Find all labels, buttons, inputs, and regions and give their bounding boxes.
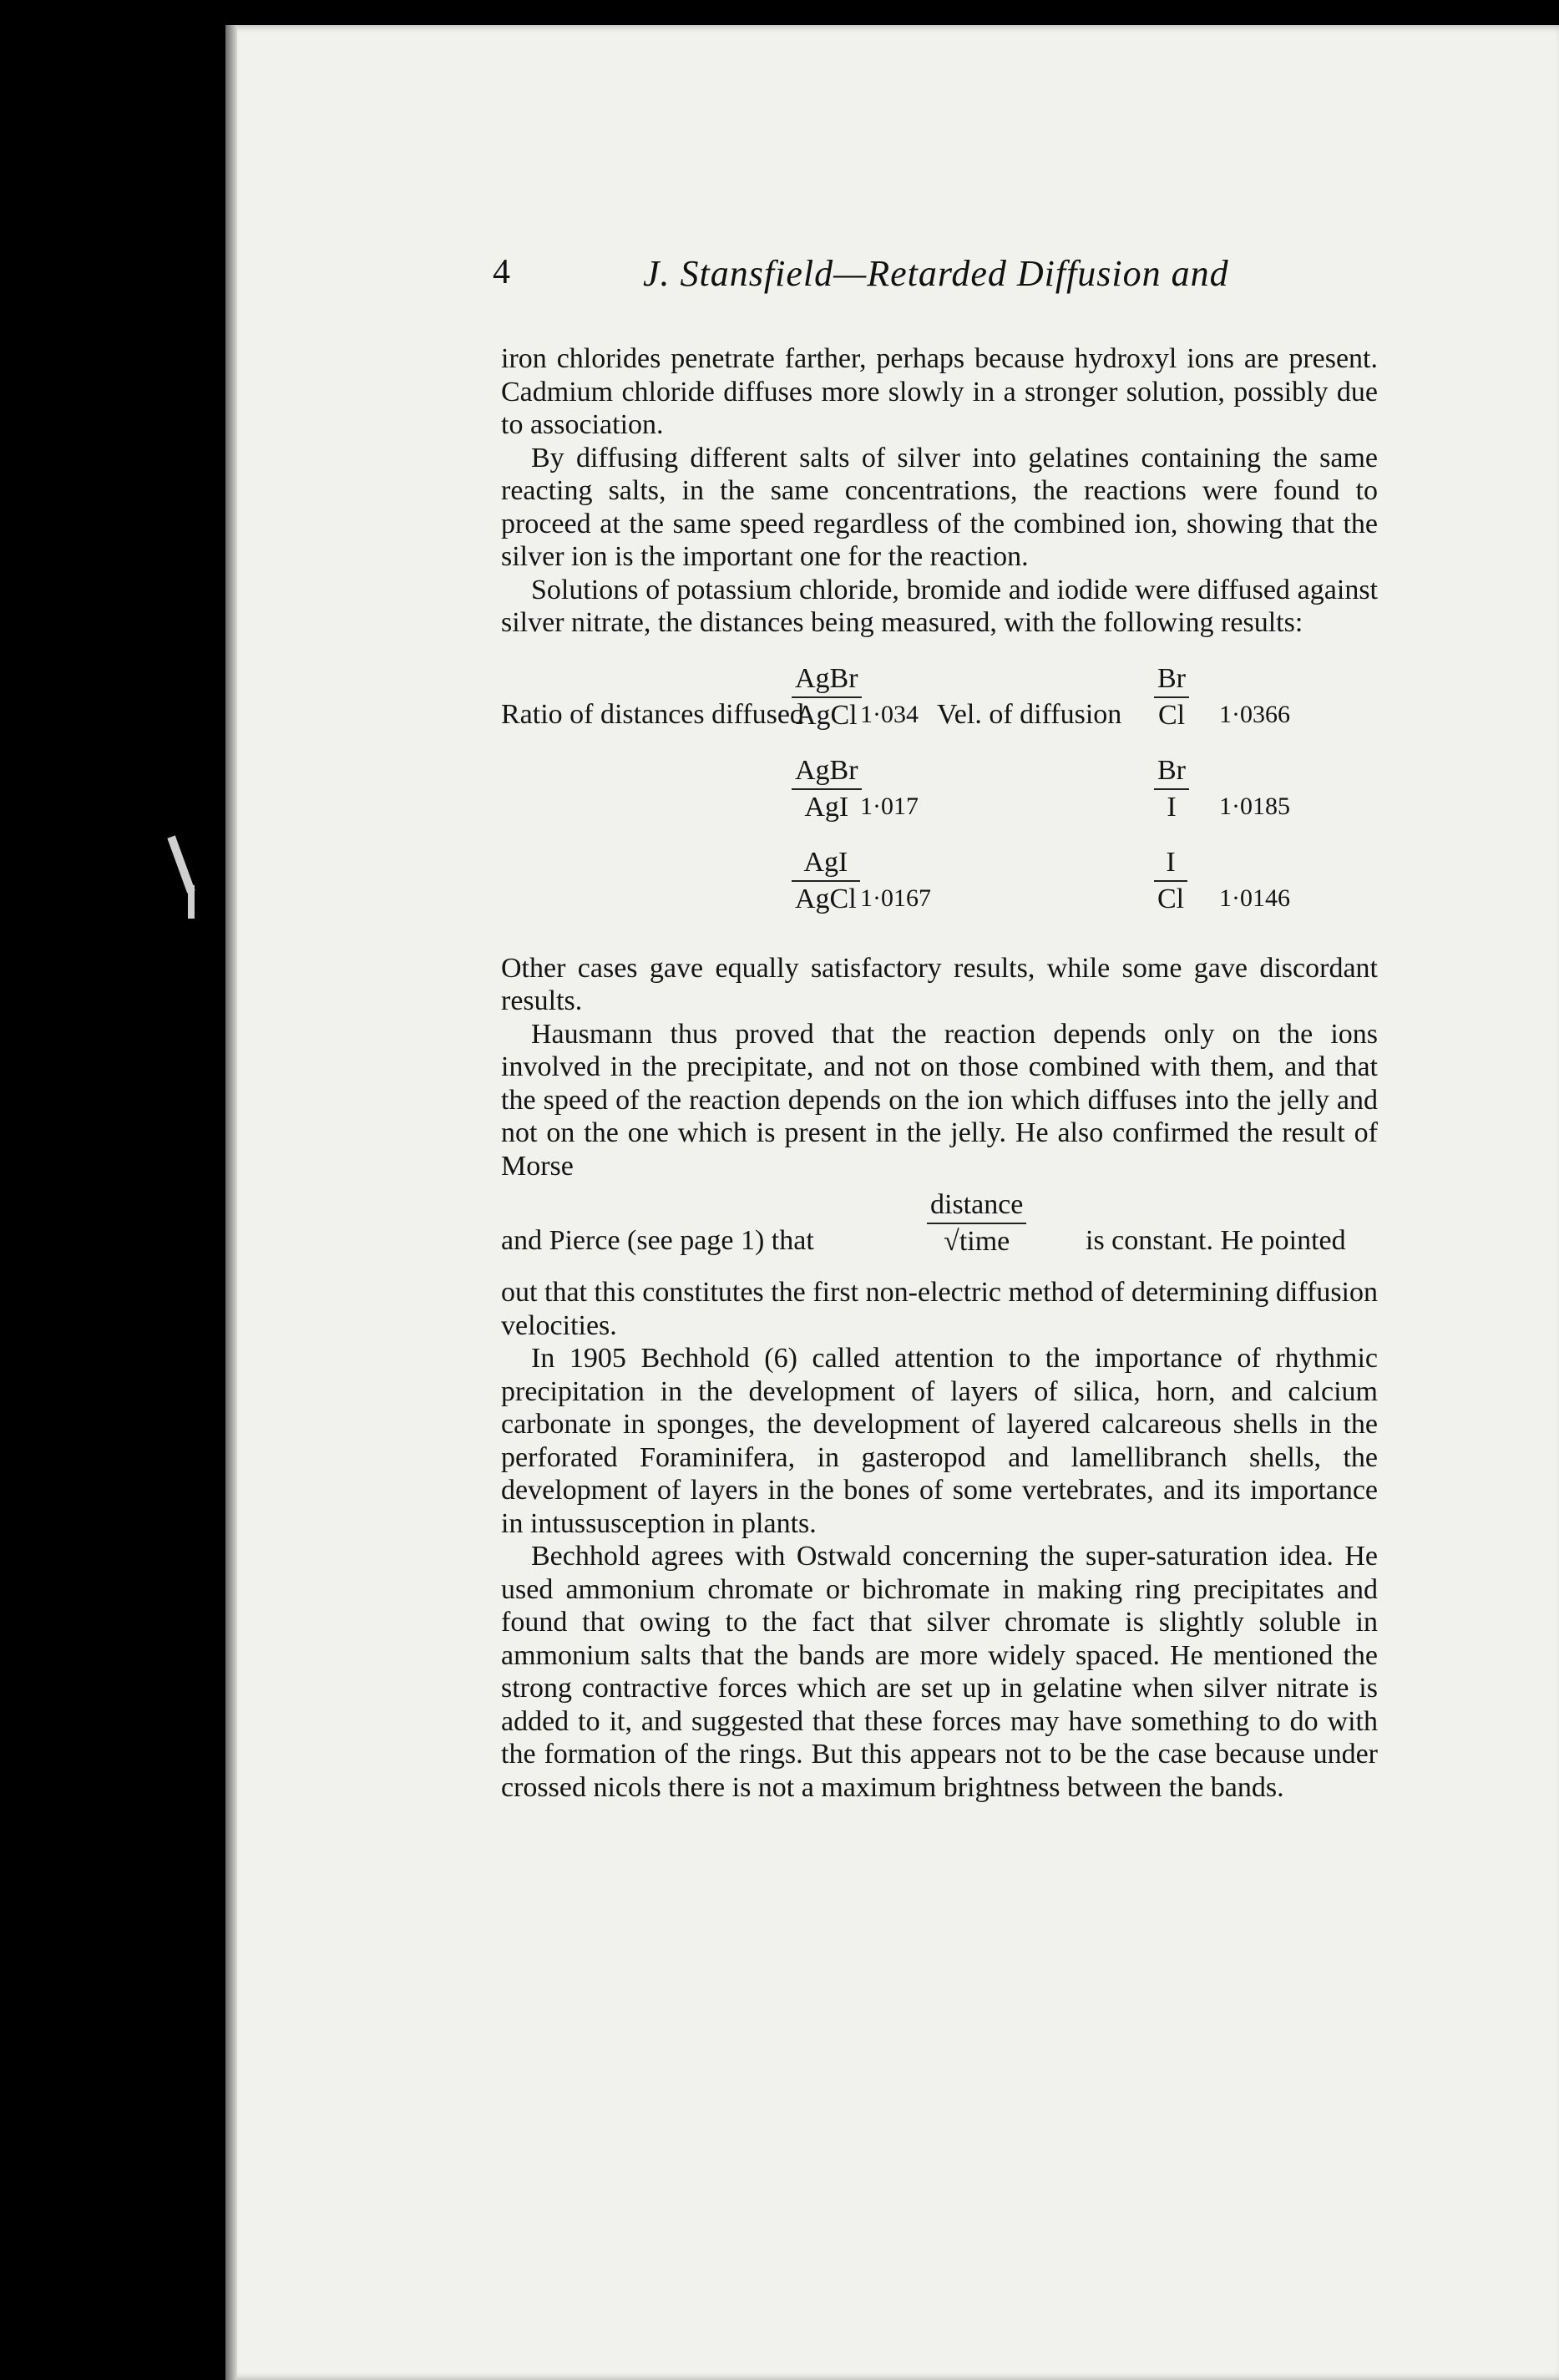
ratio-value: 1·017 (860, 792, 919, 820)
running-head: J. Stansfield—Retarded Diffusion and (643, 253, 1229, 294)
scan-artifact (188, 885, 195, 919)
ratio-fraction: AgBr AgCl (792, 661, 862, 733)
paragraph-3: Solutions of potassium chloride, bromide and iodide were diffused against silver nitrate, the distances being measured, with the following results: (501, 574, 1378, 638)
body-text (501, 342, 1378, 1804)
page-crease (225, 25, 237, 2380)
paragraph-7: In 1905 Bechhold (6) called attention to the importance of rhythmic precipitation in the development of layers of silica, horn, and calcium carbonate in sponges, the development of layered calcareous shells in the perforated Foraminifera, in gasteropod and lamellibranch shells, the development of layers in the bones of some vertebrates, and its importance in intussusception in plants. (501, 1343, 1378, 1539)
equation-prefix: and Pierce (see page 1) that (501, 1225, 814, 1256)
ratio-label: Ratio of distances diffused (501, 698, 804, 730)
ratio-value: 1·0167 (860, 884, 931, 912)
paragraph-2: By diffusing different salts of silver into gelatines containing the same reacting salts, in the same concentrations, the reactions were found to proceed at the same speed regardless of the combined ion, showing that the silver ion is the important one for the reaction. (501, 442, 1378, 572)
paragraph-8: Bechhold agrees with Ostwald concerning the super-saturation idea. He used ammonium chromate or bichromate in making ring precipitates and found that owing to the fact that silver chromate is slightly soluble in ammonium salts that the bands are more widely spaced. He mentioned the strong contractive forces which are set up in gelatine when silver nitrate is added to it, and suggested that these forces may have something to do with the formation of the rings. But this appears not to be the case because under crossed nicols there is not a maximum brightness between the bands. (501, 1541, 1378, 1803)
paragraph-1: iron chlorides penetrate farther, perhaps because hydroxyl ions are present. Cadmium chloride diffuses more slowly in a stronger solution, possibly due to association. (501, 343, 1378, 440)
velocity-value: 1·0146 (1219, 884, 1290, 912)
velocity-label: Vel. of diffusion (937, 698, 1122, 730)
ratio-value: 1·034 (860, 700, 919, 728)
velocity-fraction: $\frac{I}{Cl}$ (1154, 845, 1187, 917)
diffusion-results-table (501, 655, 1378, 930)
ratio-fraction: AgBr AgI (792, 753, 862, 825)
ratio-fraction: AgI AgCl (792, 845, 860, 917)
velocity-value: 1·0366 (1219, 700, 1290, 728)
distance-time-fraction: distance √time (927, 1187, 1026, 1259)
paragraph-5: Hausmann thus proved that the reaction depends only on the ions involved in the precipitate, and not on those combined with them, and that the speed of the reaction depends on the ion which diffuses into the jelly and not on the one which is present in the jelly. He also confirmed the result of Morse (501, 1018, 1378, 1182)
velocity-value: 1·0185 (1219, 792, 1290, 820)
equation-suffix: is constant. He pointed (1086, 1225, 1346, 1256)
equation-line (501, 1187, 1378, 1271)
page-header (493, 252, 1394, 302)
scanned-page (225, 25, 1559, 2380)
velocity-fraction: $\frac{Br}{Cl}$ (1154, 661, 1189, 733)
paragraph-6: out that this constitutes the first non-electric method of determining diffusion velocities. (501, 1277, 1378, 1341)
paragraph-4: Other cases gave equally satisfactory results, while some gave discordant results. (501, 952, 1378, 1016)
velocity-fraction: $\frac{Br}{I}$ (1154, 753, 1189, 825)
page-number: 4 (493, 253, 510, 291)
